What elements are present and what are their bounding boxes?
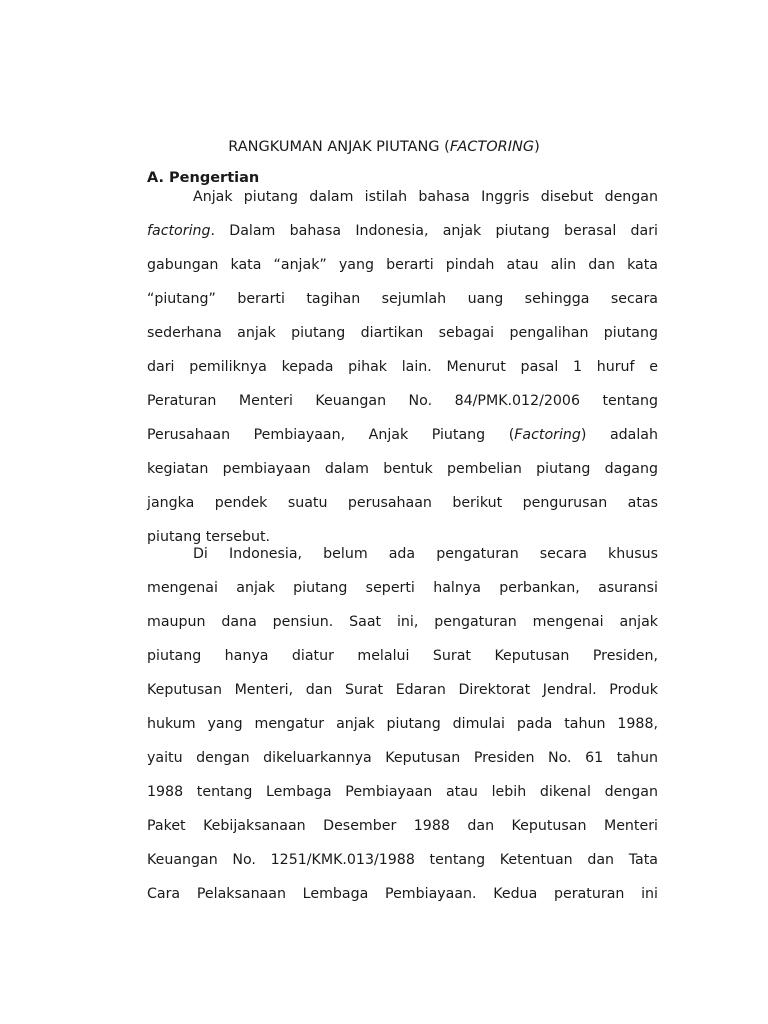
text-segment: . Dalam bahasa Indonesia, anjak piutang berasal dari <box>210 223 658 239</box>
text-segment: piutang hanya diatur melalui Surat Keputusan Presiden, <box>147 648 658 664</box>
text-line <box>147 579 658 597</box>
document-title <box>0 138 768 156</box>
text-segment: Cara Pelaksanaan Lembaga Pembiayaan. Kedua peraturan ini <box>147 886 658 902</box>
text-segment: Di Indonesia, belum ada pengaturan secara khusus <box>193 546 658 562</box>
text-line <box>147 885 658 903</box>
text-segment: yaitu dengan dikeluarkannya Keputusan Presiden No. 61 tahun <box>147 750 658 766</box>
text-segment: Keuangan No. 1251/KMK.013/1988 tentang Ketentuan dan Tata <box>147 852 658 868</box>
text-line <box>147 290 658 308</box>
title-italic: FACTORING <box>449 139 535 155</box>
text-segment: ) adalah <box>580 427 658 443</box>
text-segment: Perusahaan Pembiayaan, Anjak Piutang ( <box>147 427 515 443</box>
text-line <box>147 715 658 733</box>
text-line <box>147 613 658 631</box>
text-line <box>147 647 658 665</box>
text-line <box>147 817 658 835</box>
text-segment: Peraturan Menteri Keuangan No. 84/PMK.012/2006 tentang <box>147 393 658 409</box>
text-segment: piutang tersebut. <box>147 529 271 545</box>
text-segment: 1988 tentang Lembaga Pembiayaan atau lebih dikenal dengan <box>147 784 658 800</box>
text-segment: mengenai anjak piutang seperti halnya perbankan, asuransi <box>147 580 658 596</box>
text-line <box>147 392 658 410</box>
text-line <box>193 545 658 563</box>
text-segment: Keputusan Menteri, dan Surat Edaran Direktorat Jendral. Produk <box>147 682 658 698</box>
text-segment: maupun dana pensiun. Saat ini, pengaturan mengenai anjak <box>147 614 658 630</box>
text-line <box>147 851 658 869</box>
text-line <box>147 749 658 767</box>
section-heading: A. Pengertian <box>147 170 260 186</box>
text-line <box>147 528 658 546</box>
text-segment: “piutang” berarti tagihan sejumlah uang sehingga secara <box>147 291 658 307</box>
text-line <box>147 256 658 274</box>
text-line <box>147 324 658 342</box>
text-line <box>147 783 658 801</box>
title-end: ) <box>534 139 540 155</box>
text-segment: Anjak piutang dalam istilah bahasa Inggris disebut dengan <box>193 189 658 205</box>
text-line <box>193 188 658 206</box>
text-line <box>147 681 658 699</box>
title-text: RANGKUMAN ANJAK PIUTANG ( <box>228 139 450 155</box>
text-segment: dari pemiliknya kepada pihak lain. Menurut pasal 1 huruf e <box>147 359 658 375</box>
text-segment: hukum yang mengatur anjak piutang dimulai pada tahun 1988, <box>147 716 658 732</box>
text-segment: Paket Kebijaksanaan Desember 1988 dan Keputusan Menteri <box>147 818 658 834</box>
text-line <box>147 358 658 376</box>
italic-term: factoring <box>147 223 211 239</box>
text-line <box>147 222 658 240</box>
text-line <box>147 460 658 478</box>
italic-term: Factoring <box>514 427 581 443</box>
text-line <box>147 494 658 512</box>
text-segment: jangka pendek suatu perusahaan berikut pengurusan atas <box>147 495 658 511</box>
text-line <box>147 426 658 444</box>
text-segment: sederhana anjak piutang diartikan sebagai pengalihan piutang <box>147 325 658 341</box>
text-segment: gabungan kata “anjak” yang berarti pindah atau alin dan kata <box>147 257 658 273</box>
text-segment: kegiatan pembiayaan dalam bentuk pembelian piutang dagang <box>147 461 658 477</box>
